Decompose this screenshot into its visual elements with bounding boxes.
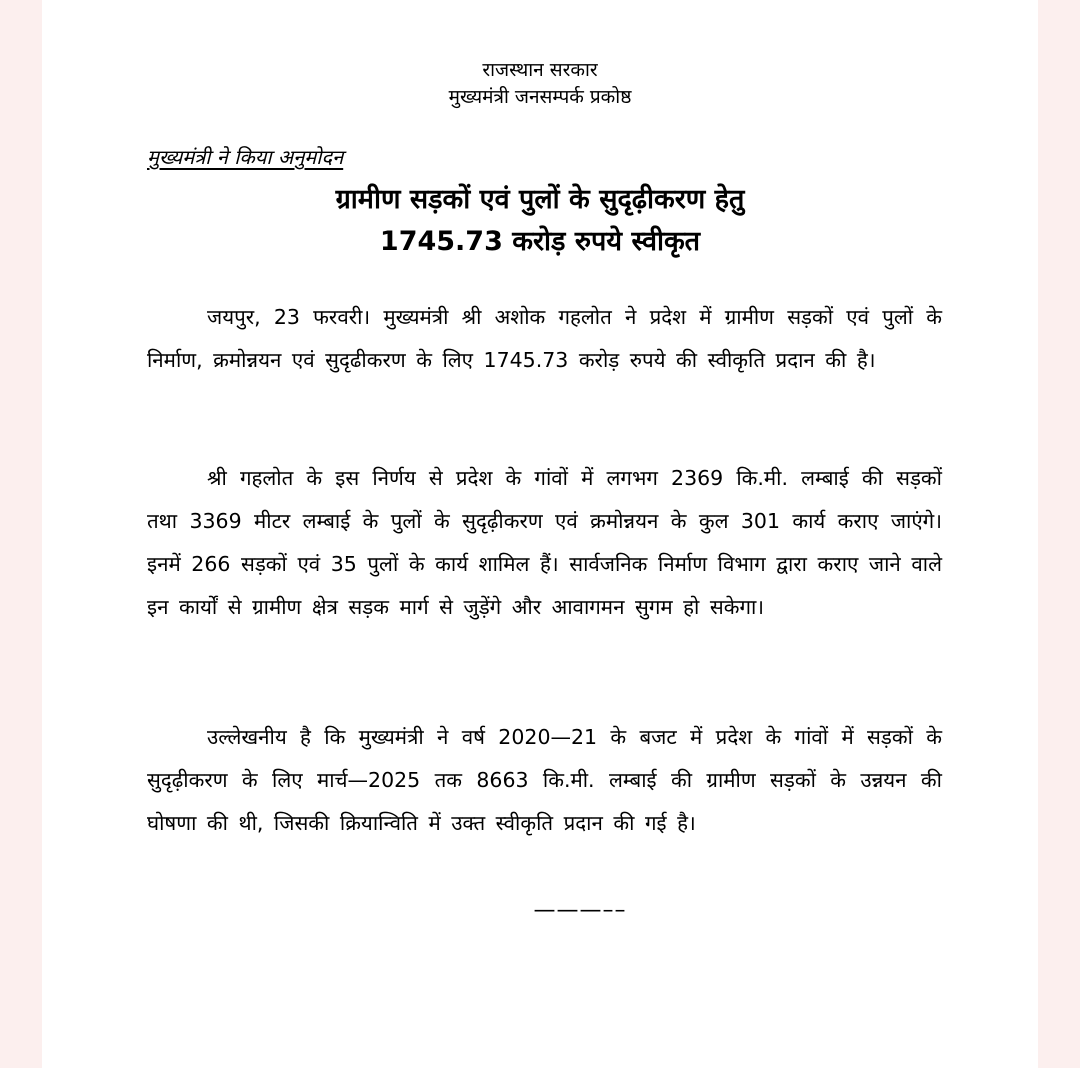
- body-paragraph-2: श्री गहलोत के इस निर्णय से प्रदेश के गांवों में लगभग 2369 कि.मी. लम्बाई की सड़कों तथा 3369 मीटर लम्बाई के पुलों के सुदृढ़ीकरण एवं क्रमोन्नयन के कुल 301 कार्य कराए जाएंगे। इनमें 266 सड़कों एवं 35 पुलों के कार्य शामिल हैं। सार्वजनिक निर्माण विभाग द्वारा कराए जाने वाले इन कार्यों से ग्रामीण क्षेत्र सड़क मार्ग से जुड़ेंगे और आवागमन सुगम हो सकेगा।: [147, 465, 942, 619]
- end-mark: ———––: [533, 898, 627, 923]
- headline-line-1: ग्रामीण सड़कों एवं पुलों के सुदृढ़ीकरण हेतु: [335, 184, 745, 215]
- issuer-department: मुख्यमंत्री जनसम्पर्क प्रकोष्ठ: [448, 86, 632, 108]
- body-paragraph-1: जयपुर, 23 फरवरी। मुख्यमंत्री श्री अशोक गहलोत ने प्रदेश में ग्रामीण सड़कों एवं पुलों के निर्माण, क्रमोन्नयन एवं सुदृढीकरण के लिए 1745.73 करोड़ रुपये की स्वीकृति प्रदान की है।: [147, 304, 942, 372]
- body-paragraph-3: उल्लेखनीय है कि मुख्यमंत्री ने वर्ष 2020—21 के बजट में प्रदेश के गांवों में सड़कों के सुदृढ़ीकरण के लिए मार्च—2025 तक 8663 कि.मी. लम्बाई की ग्रामीण सड़कों के उन्नयन की घोषणा की थी, जिसकी क्रियान्विति में उक्त स्वीकृति प्रदान की गई है।: [147, 724, 942, 835]
- headline-line-2: 1745.73 करोड़ रुपये स्वीकृत: [379, 226, 701, 257]
- issuer-name: राजस्थान सरकार: [482, 59, 598, 81]
- press-kicker: मुख्यमंत्री ने किया अनुमोदन: [147, 145, 344, 169]
